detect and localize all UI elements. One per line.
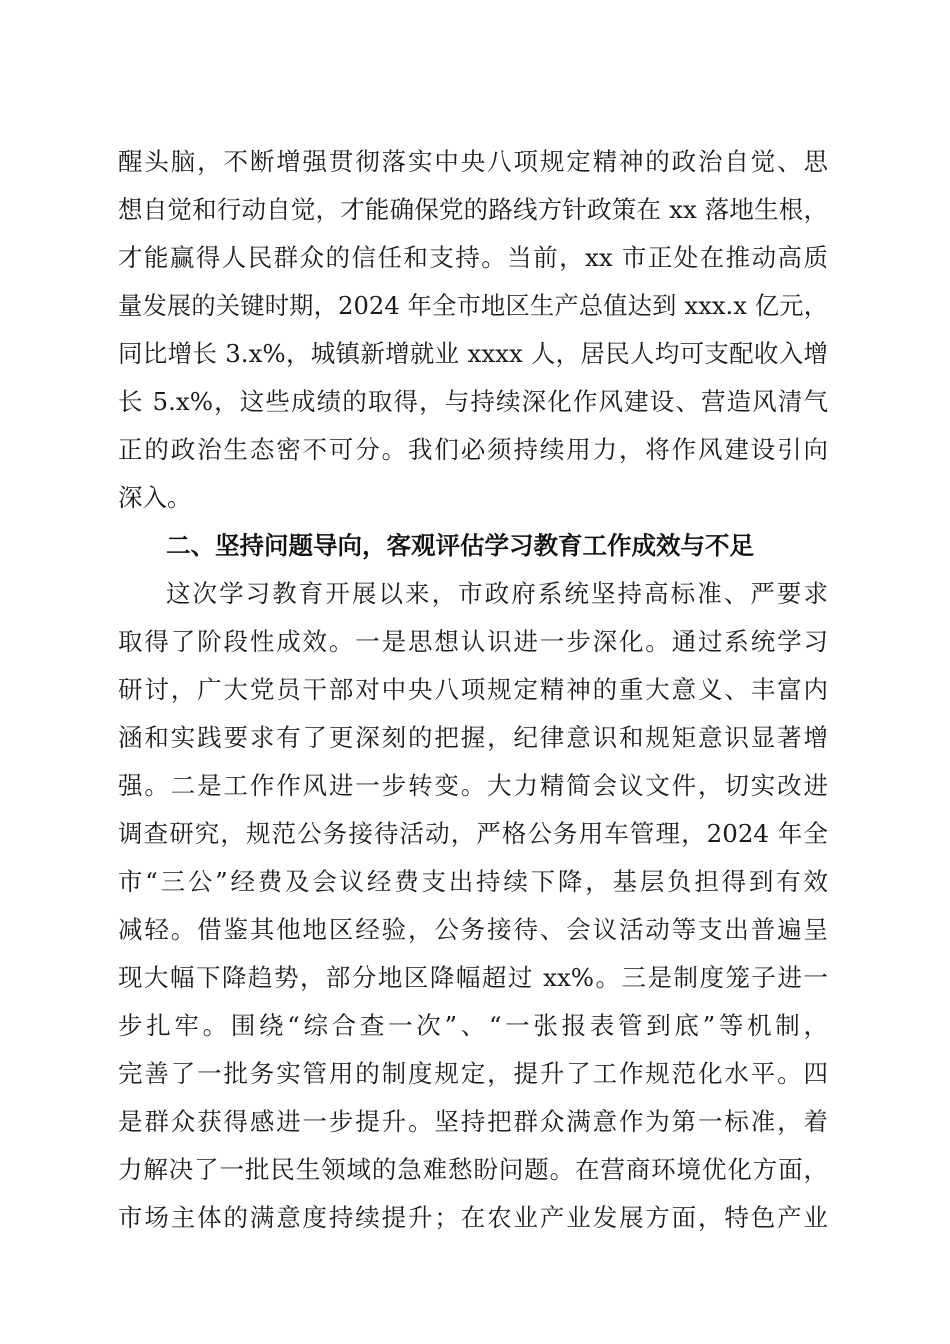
paragraph-1-line: 正的政治生态密不可分。我们必须持续用力，将作风建设引向 (118, 435, 828, 464)
paragraph-1-line: 醒头脑，不断增强贯彻落实中央八项规定精神的政治自觉、思 (118, 147, 828, 176)
paragraph-2-line: 步扎牢。围绕“综合查一次”、“一张报表管到底”等机制， (118, 1011, 828, 1040)
paragraph-1-line: 深入。 (118, 483, 192, 512)
paragraph-2-line: 力解决了一批民生领域的急难愁盼问题。在营商环境优化方面， (118, 1155, 828, 1184)
paragraph-1-line: 长 5.x%，这些成绩的取得，与持续深化作风建设、营造风清气 (118, 387, 828, 416)
paragraph-2-line: 这次学习教育开展以来，市政府系统坚持高标准、严要求 (166, 579, 828, 608)
paragraph-2-line: 减轻。借鉴其他地区经验，公务接待、会议活动等支出普遍呈 (118, 915, 828, 944)
paragraph-2-line: 现大幅下降趋势，部分地区降幅超过 xx%。三是制度笼子进一 (118, 963, 828, 992)
paragraph-1-line: 才能赢得人民群众的信任和支持。当前，xx 市正处在推动高质 (118, 243, 828, 272)
paragraph-2-line: 市场主体的满意度持续提升；在农业产业发展方面，特色产业 (118, 1203, 828, 1232)
paragraph-1-line: 同比增长 3.x%，城镇新增就业 xxxx 人，居民人均可支配收入增 (118, 339, 828, 368)
paragraph-2-line: 市“三公”经费及会议经费支出持续下降，基层负担得到有效 (118, 867, 828, 896)
paragraph-1-line: 想自觉和行动自觉，才能确保党的路线方针政策在 xx 落地生根， (118, 195, 828, 224)
paragraph-2-line: 研讨，广大党员干部对中央八项规定精神的重大意义、丰富内 (118, 675, 828, 704)
paragraph-1-line: 量发展的关键时期，2024 年全市地区生产总值达到 xxx.x 亿元， (118, 291, 828, 320)
paragraph-2-line: 取得了阶段性成效。一是思想认识进一步深化。通过系统学习 (118, 627, 828, 656)
paragraph-2-line: 强。二是工作作风进一步转变。大力精简会议文件，切实改进 (118, 771, 828, 800)
section-heading: 二、坚持问题导向，客观评估学习教育工作成效与不足 (166, 531, 754, 560)
paragraph-2-line: 涵和实践要求有了更深刻的把握，纪律意识和规矩意识显著增 (118, 723, 828, 752)
paragraph-2-line: 是群众获得感进一步提升。坚持把群众满意作为第一标准，着 (118, 1107, 828, 1136)
paragraph-2-line: 调查研究，规范公务接待活动，严格公务用车管理，2024 年全 (118, 819, 828, 848)
paragraph-2-line: 完善了一批务实管用的制度规定，提升了工作规范化水平。四 (118, 1059, 828, 1088)
